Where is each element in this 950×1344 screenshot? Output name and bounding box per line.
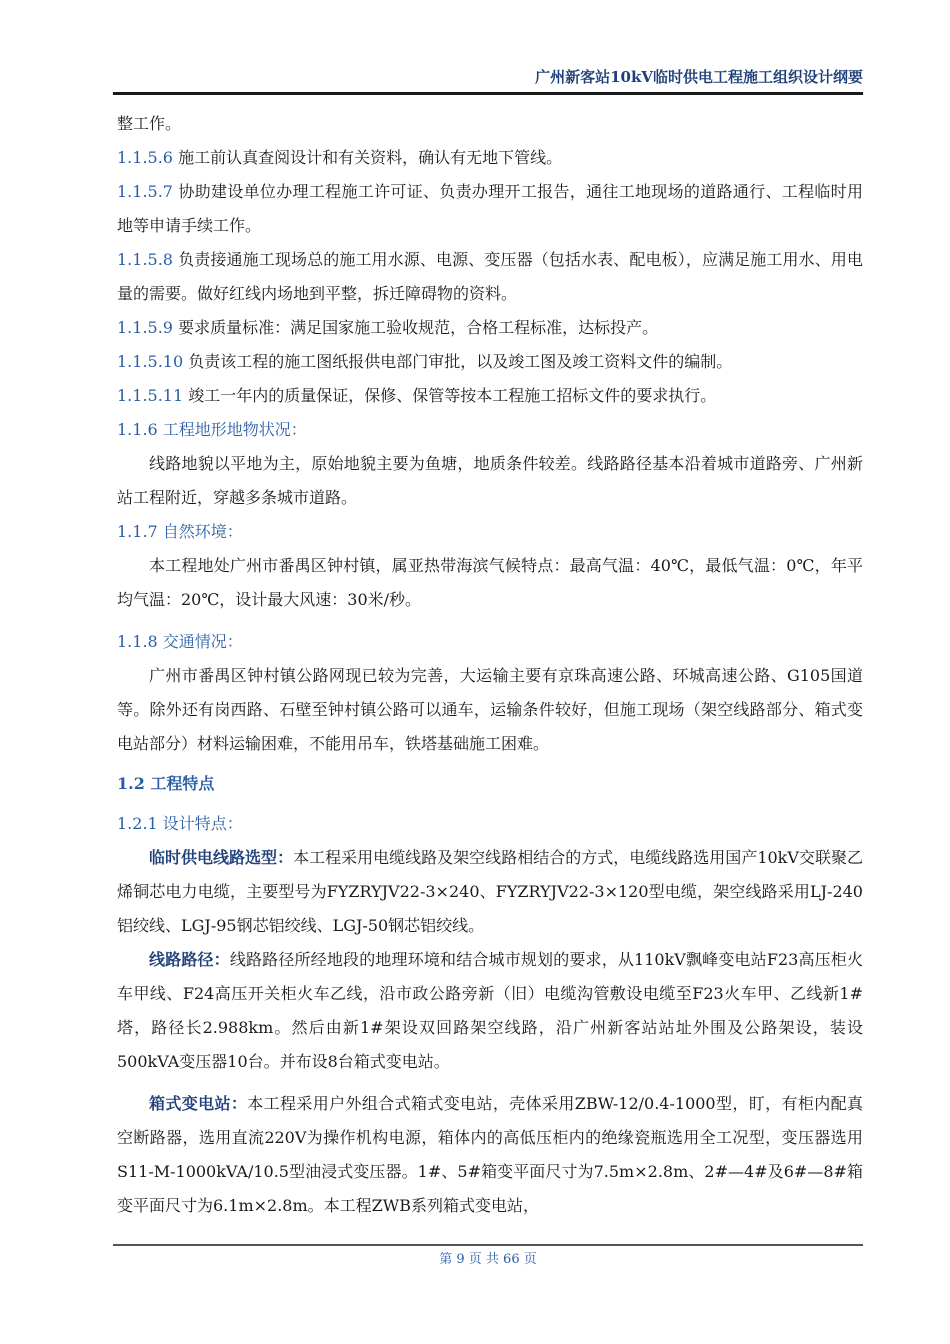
clause-text: 要求质量标准：满足国家施工验收规范，合格工程标准，达标投产。	[178, 318, 659, 337]
clause-text: 负责接通施工现场总的施工用水源、电源、变压器（包括水表、配电板），应满足施工用水、用电量的需要。做好红线内场地到平整，拆迁障碍物的资料。	[117, 250, 863, 303]
design-feature-box-substation	[117, 1087, 863, 1223]
feature-text: 本工程采用电缆线路及架空线路相结合的方式，电缆线路选用国产10kV交联聚乙烯铜芯电力电缆，主要型号为FYZRYJV22-3×240、FYZRYJV22-3×120型电缆，架空线路采用LJ-240铝绞线、LGJ-95钢芯铝绞线、LGJ-50钢芯铝绞线。	[117, 848, 863, 935]
clause-1-1-5-11	[117, 379, 863, 413]
clause-text: 协助建设单位办理工程施工许可证、负责办理开工报告，通往工地现场的道路通行、工程临时用地等申请手续工作。	[117, 182, 863, 235]
section-heading-1-1-6: 1.1.6 工程地形地物状况：	[117, 420, 307, 439]
clause-number: 1.1.5.7	[117, 182, 173, 201]
feature-label: 箱式变电站：	[149, 1094, 248, 1113]
clause-text: 负责该工程的施工图纸报供电部门审批，以及竣工图及竣工资料文件的编制。	[188, 352, 733, 371]
feature-text: 本工程采用户外组合式箱式变电站，壳体采用ZBW-12/0.4-1000型，盯，有柜内配真空断路器，选用直流220V为操作机构电源，箱体内的高低压柜内的绝缘瓷瓶选用全工况型，变压器选用S11-M-1000kVA/10.5型油浸式变压器。1#、5#箱变平面尺寸为7.5m×2.8m、2#—4#及6#—8#箱变平面尺寸为6.1m×2.8m。本工程ZWB系列箱式变电站，	[117, 1094, 863, 1215]
feature-label: 临时供电线路选型：	[149, 848, 294, 867]
clause-number: 1.1.5.6	[117, 148, 173, 167]
clause-text: 施工前认真查阅设计和有关资料，确认有无地下管线。	[178, 148, 563, 167]
clause-number: 1.1.5.9	[117, 318, 173, 337]
section-heading-1-1-7: 1.1.7 自然环境：	[117, 522, 243, 541]
clause-text: 竣工一年内的质量保证，保修、保管等按本工程施工招标文件的要求执行。	[188, 386, 717, 405]
design-feature-cable-selection	[117, 841, 863, 943]
footer-divider	[113, 1244, 863, 1246]
feature-text: 线路路径所经地段的地理环境和结合城市规划的要求，从110kV飘峰变电站F23高压柜火车甲线、F24高压开关柜火车乙线，沿市政公路旁新（旧）电缆沟管敷设电缆至F23火车甲、乙线新1#塔，路径长2.988km。然后由新1#架设双回路架空线路，沿广州新客站站址外围及公路架设，装设500kVA变压器10台。并布设8台箱式变电站。	[117, 950, 863, 1071]
header-divider	[113, 92, 863, 95]
clause-1-1-5-9	[117, 311, 863, 345]
section-heading-1-2: 1.2 工程特点	[117, 774, 215, 793]
clause-number: 1.1.5.10	[117, 352, 184, 371]
page-number: 第 9 页 共 66 页	[439, 1252, 537, 1267]
clause-1-1-5-7	[117, 175, 863, 243]
section-text-1-1-7: 本工程地处广州市番禺区钟村镇，属亚热带海滨气候特点：最高气温：40℃，最低气温：0℃，年平均气温：20℃，设计最大风速：30米/秒。	[117, 556, 863, 609]
paragraph-continuation: 整工作。	[117, 114, 182, 133]
clause-number: 1.1.5.11	[117, 386, 184, 405]
clause-1-1-5-10	[117, 345, 863, 379]
section-text-1-1-8: 广州市番禺区钟村镇公路网现已较为完善，大运输主要有京珠高速公路、环城高速公路、G105国道等。除外还有岗西路、石壁至钟村镇公路可以通车，运输条件较好，但施工现场（架空线路部分、箱式变电站部分）材料运输困难，不能用吊车，铁塔基础施工困难。	[117, 666, 863, 753]
feature-label: 线路路径：	[149, 950, 230, 969]
clause-number: 1.1.5.8	[117, 250, 173, 269]
section-heading-1-1-8: 1.1.8 交通情况：	[117, 632, 243, 651]
clause-1-1-5-8	[117, 243, 863, 311]
design-feature-route	[117, 943, 863, 1079]
section-heading-1-2-1: 1.2.1 设计特点：	[117, 814, 243, 833]
page-header-title: 广州新客站10kV临时供电工程施工组织设计纲要	[535, 68, 863, 86]
clause-1-1-5-6	[117, 141, 863, 175]
section-text-1-1-6: 线路地貌以平地为主，原始地貌主要为鱼塘，地质条件较差。线路路径基本沿着城市道路旁、广州新站工程附近，穿越多条城市道路。	[117, 454, 863, 507]
document-body	[117, 107, 863, 1223]
